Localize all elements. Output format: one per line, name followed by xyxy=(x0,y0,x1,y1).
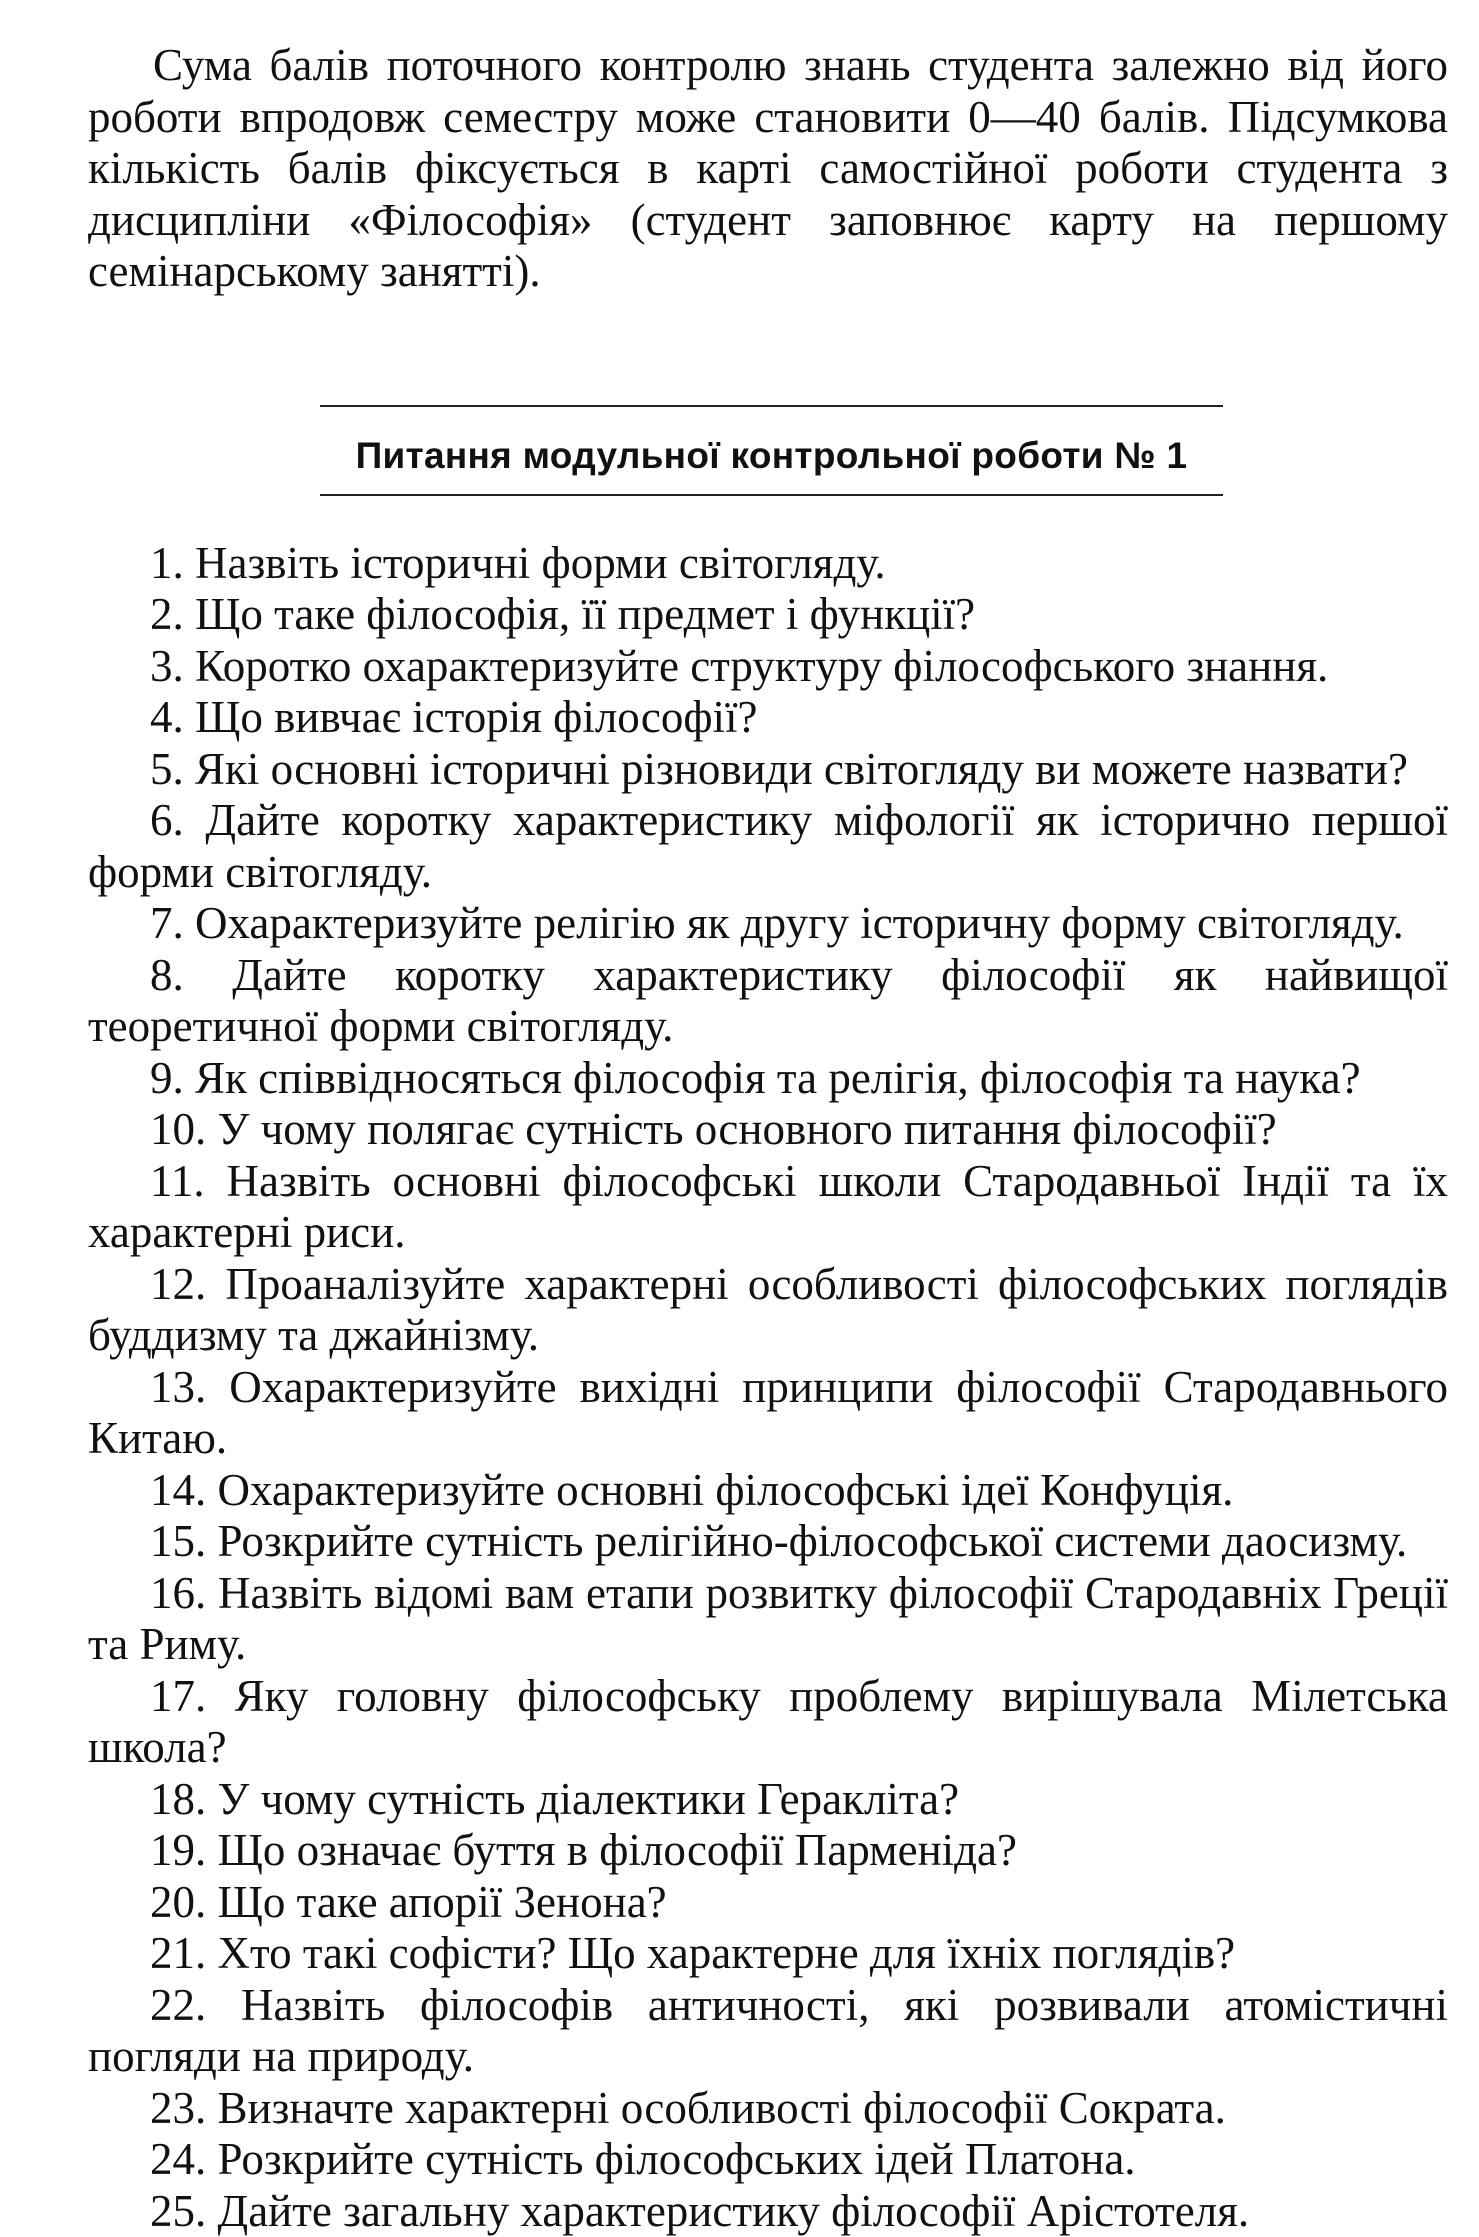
question-item-17: 17. Яку головну філософську проблему вирішувала Мілетська школа? xyxy=(88,1671,1448,1774)
question-item-7: 7. Охарактеризуйте релігію як другу історичну форму світогляду. xyxy=(88,898,1448,950)
question-list xyxy=(88,538,1448,2237)
question-item-9: 9. Як співвідносяться філософія та релігія, філософія та наука? xyxy=(88,1053,1448,1105)
heading-bottom-rule xyxy=(320,494,1223,496)
question-item-25: 25. Дайте загальну характеристику філософії Арістотеля. xyxy=(88,2186,1448,2237)
question-item-1: 1. Назвіть історичні форми світогляду. xyxy=(88,538,1448,590)
intro-paragraph: Сума балів поточного контролю знань студента залежно від його роботи впродовж семестру може становити 0—40 балів. Підсумкова кількість балів фіксується в карті самостійної роботи студента з дисципліни «Філософія» (студент заповнює карту на першому семінарському занятті). xyxy=(88,40,1448,298)
question-item-6: 6. Дайте коротку характеристику міфології як історично першої форми світогляду. xyxy=(88,795,1448,898)
question-item-24: 24. Розкрийте сутність філософських ідей Платона. xyxy=(88,2134,1448,2186)
question-item-12: 12. Проаналізуйте характерні особливості філософських поглядів буддизму та джайнізму. xyxy=(88,1259,1448,1362)
question-item-23: 23. Визначте характерні особливості філософії Сократа. xyxy=(88,2083,1448,2135)
section-heading-block xyxy=(88,405,1223,496)
question-item-13: 13. Охарактеризуйте вихідні принципи філософії Стародавнього Китаю. xyxy=(88,1362,1448,1465)
question-item-18: 18. У чому сутність діалектики Геракліта? xyxy=(88,1774,1448,1826)
question-item-14: 14. Охарактеризуйте основні філософські ідеї Конфуція. xyxy=(88,1465,1448,1517)
question-item-8: 8. Дайте коротку характеристику філософії як найвищої теоретичної форми світогляду. xyxy=(88,950,1448,1053)
section-heading: Питання модульної контрольної роботи № 1 xyxy=(320,407,1223,494)
question-item-22: 22. Назвіть філософів античності, які розвивали атомістичні погляди на природу. xyxy=(88,1980,1448,2083)
question-item-20: 20. Що таке апорії Зенона? xyxy=(88,1877,1448,1929)
question-item-11: 11. Назвіть основні філософські школи Стародавньої Індії та їх характерні риси. xyxy=(88,1156,1448,1259)
question-item-4: 4. Що вивчає історія філософії? xyxy=(88,692,1448,744)
question-item-19: 19. Що означає буття в філософії Парменіда? xyxy=(88,1825,1448,1877)
page xyxy=(88,40,1448,2237)
question-item-16: 16. Назвіть відомі вам етапи розвитку філософії Стародавніх Греції та Риму. xyxy=(88,1568,1448,1671)
question-item-2: 2. Що таке філософія, її предмет і функції? xyxy=(88,589,1448,641)
question-item-3: 3. Коротко охарактеризуйте структуру філософського знання. xyxy=(88,641,1448,693)
question-item-15: 15. Розкрийте сутність релігійно-філософської системи даосизму. xyxy=(88,1516,1448,1568)
question-item-10: 10. У чому полягає сутність основного питання філософії? xyxy=(88,1104,1448,1156)
question-item-5: 5. Які основні історичні різновиди світогляду ви можете назвати? xyxy=(88,744,1448,796)
question-item-21: 21. Хто такі софісти? Що характерне для їхніх поглядів? xyxy=(88,1928,1448,1980)
